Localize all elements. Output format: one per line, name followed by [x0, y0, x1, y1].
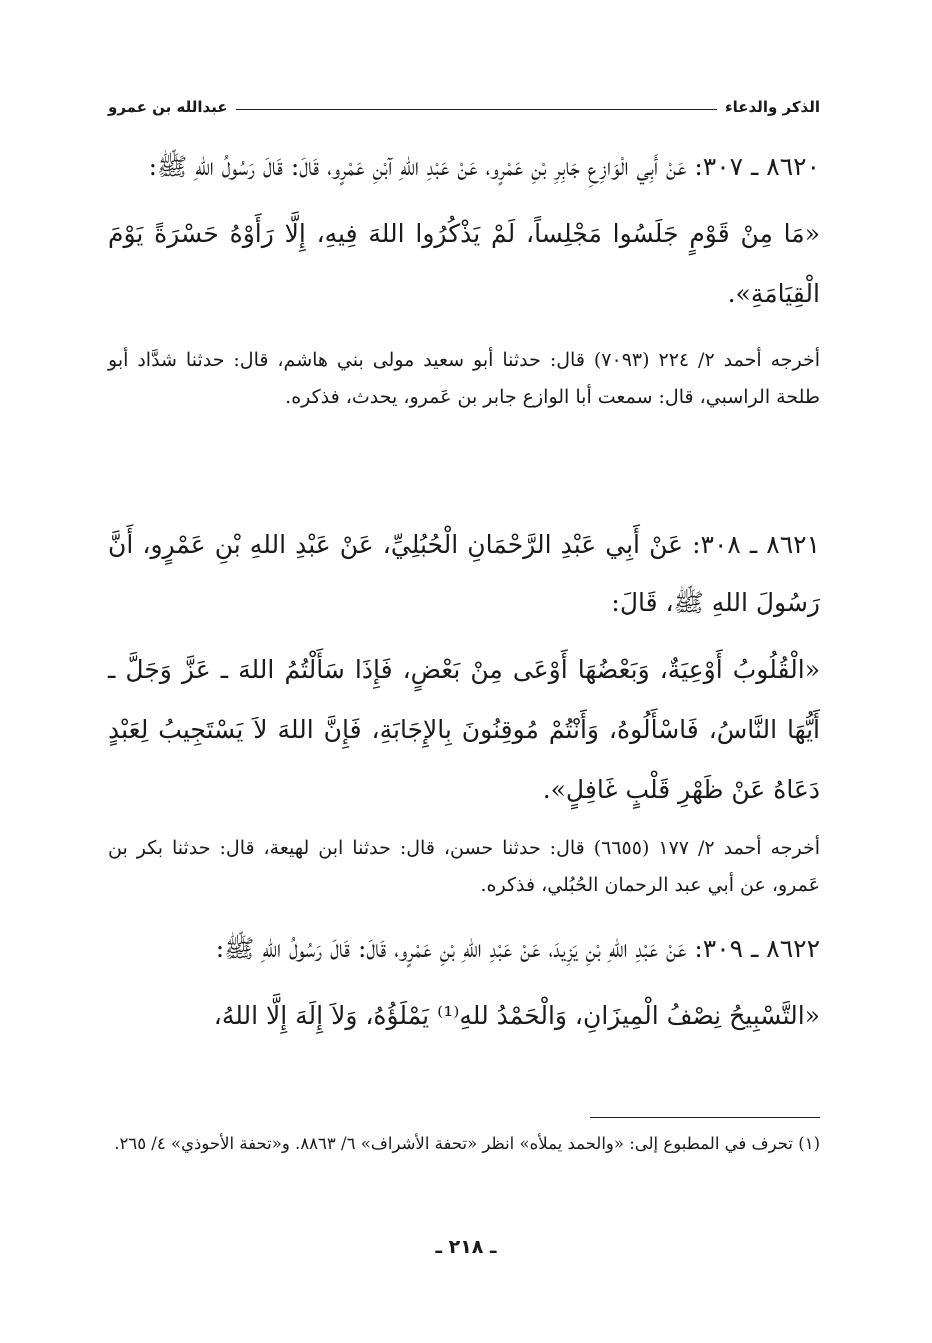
footnote: (١) تحرف في المطبوع إلى: «والحمد يملأه» انظر «تحفة الأشراف» ٦/ ٨٨٦٣. و«تحفة الأحوذي» ٤/ ٢٦٥. [114, 1134, 820, 1153]
hadith-takhrij: أخرجه أحمد ٢/ ١٧٧ (٦٦٥٥) قال: حدثنا حسن، قال: حدثنا ابن لهيعة، قال: حدثنا بكر بن عَمرو، عن أبي عبد الرحمان الحُبُلي، فذكره. [108, 837, 820, 896]
hadith-matn: «مَا مِنْ قَوْمٍ جَلَسُوا مَجْلِساً، لَمْ يَذْكُرُوا اللهَ فِيهِ، إِلَّا رَأَوْهُ حَسْرَةً يَوْمَ الْقِيَامَةِ». [108, 219, 820, 308]
hadith-isnad: ٨٦٢٢ ـ ٣٠٩: عَنْ عَبْدِ اللهِ بْنِ يَزِيدَ، عَنْ عَبْدِ اللهِ بْنِ عَمْرٍو، قَالَ: قَالَ رَسُولُ اللّهِ ﷺ: [215, 934, 820, 963]
header-narrator-name: عبدالله بن عمرو [108, 98, 228, 116]
hadith-isnad: ٨٦٢٠ ـ ٣٠٧: عَنْ أَبِي الْوَازِعِ جَابِرِ بْنِ عَمْرٍو، عَنْ عَبْدِ اللهِ آبْنِ عَمْرٍو، قَالَ: قَالَ رَسُولُ اللهِ ﷺ: [148, 152, 820, 181]
hadith-matn: «الْقُلُوبُ أَوْعِيَةٌ، وَبَعْضُهَا أَوْعَى مِنْ بَعْضٍ، فَإِذَا سَأَلْتُمُ اللهَ ـ عَزَّ وَجَلَّ ـ أَيُّهَا النَّاسُ، فَاسْأَلُوهُ، وَأَنْتُمْ مُوقِنُونَ بِالإِجَابَةِ، فَإِنَّ اللهَ لاَ يَسْتَجِيبُ لِعَبْدٍ دَعَاهُ عَنْ ظَهْرِ قَلْبٍ غَافِلٍ». [108, 655, 820, 804]
header-chapter-title: الذكر والدعاء [724, 98, 820, 116]
hadith-8622 [108, 920, 820, 1046]
running-header [108, 90, 820, 116]
hadith-8621 [108, 516, 820, 904]
hadith-isnad: ٨٦٢١ ـ ٣٠٨: عَنْ أَبِي عَبْدِ الرَّحْمَانِ الْحُبُلِيِّ، عَنْ عَبْدِ اللهِ بْنِ عَمْرٍو، أَنَّ رَسُولَ اللهِ ﷺ، قَالَ: [108, 530, 820, 617]
hadith-takhrij: أخرجه أحمد ٢/ ٢٢٤ (٧٠٩٣) قال: حدثنا أبو سعيد مولى بني هاشم، قال: حدثنا شدَّاد أبو طلحة الراسبي، قال: سمعت أبا الوازع جابر بن عَمرو، يحدث، فذكره. [108, 349, 821, 408]
hadith-8620 [108, 138, 820, 416]
header-rule [236, 109, 717, 110]
footnote-separator [590, 1117, 820, 1118]
hadith-matn: «التَّسْبِيحُ نِصْفُ الْمِيزَانِ، وَالْحَمْدُ للهِ⁽¹⁾ يَمْلَؤُهُ، وَلاَ إِلَهَ إِلَّا اللهُ، [213, 1001, 820, 1030]
page-number: ـ ٢١٨ ـ [435, 1236, 497, 1258]
